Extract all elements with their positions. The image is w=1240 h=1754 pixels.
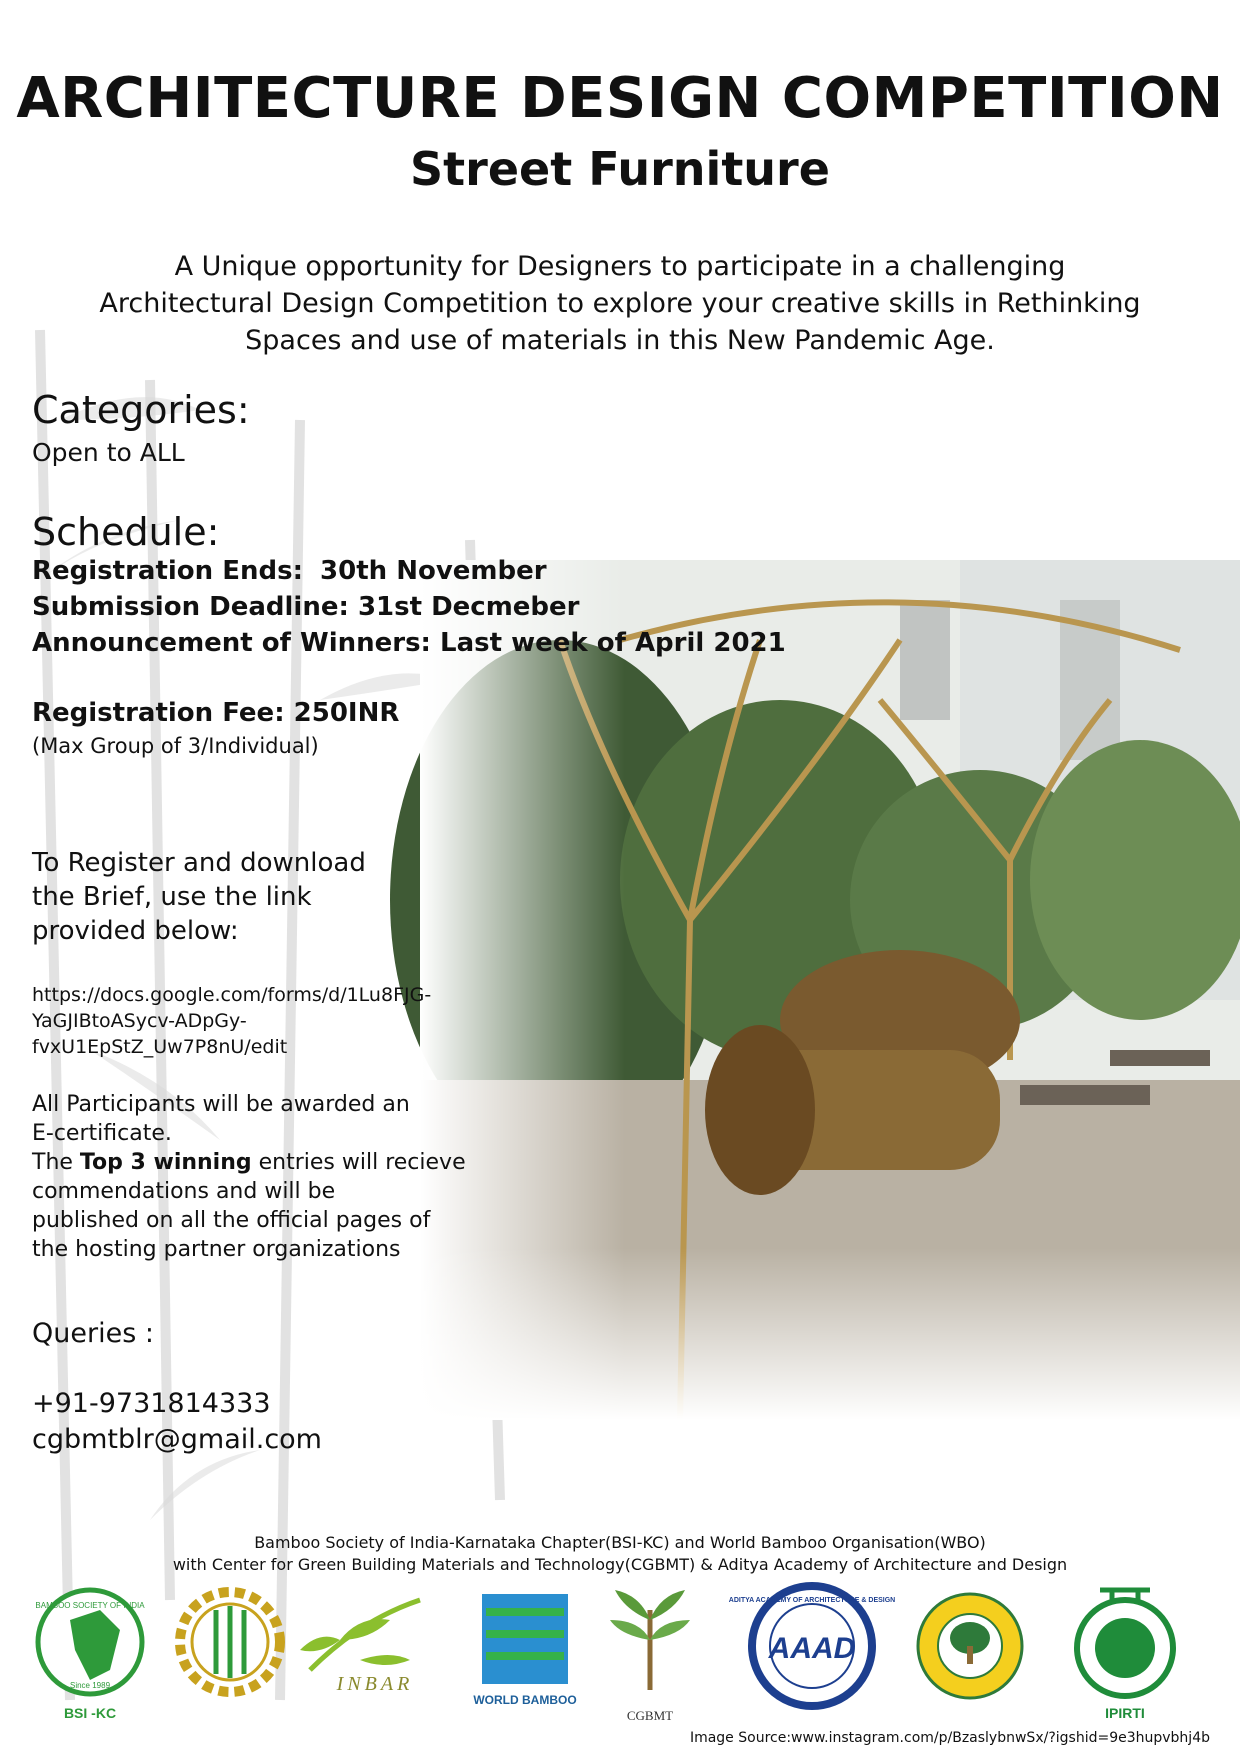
aaad-label: AAAD: [768, 1632, 856, 1665]
top-winning-highlight: Top 3 winning: [79, 1150, 252, 1175]
registration-link[interactable]: [32, 982, 431, 1060]
partner-logos: [0, 1580, 1240, 1730]
aaad-ring-text: ADITYA ACADEMY OF ARCHITECTURE & DESIGN: [728, 1597, 896, 1604]
forest-institute-seal: [918, 1594, 1022, 1698]
submission-deadline-value: 31st Decmeber: [357, 592, 580, 622]
registration-fee: Registration Fee: 250INR: [32, 698, 400, 728]
intro-line: Spaces and use of materials in this New Pandemic Age.: [245, 325, 995, 356]
intro-line: A Unique opportunity for Designers to participate in a challenging: [174, 251, 1066, 282]
bsi-ring-text: BAMBOO SOCIETY OF INDIA: [35, 1601, 145, 1610]
awards-text-pre: The: [32, 1150, 80, 1175]
awards-text-post: entries will recieve: [251, 1150, 466, 1175]
registration-ends-label: Registration Ends:: [32, 556, 303, 586]
queries-heading: Queries :: [32, 1318, 154, 1349]
world-bamboo-label: WORLD BAMBOO: [473, 1693, 577, 1707]
awards-line: the hosting partner organizations: [32, 1237, 401, 1262]
winners-announcement: [32, 628, 786, 658]
organizers-text: [0, 1532, 1240, 1576]
awards-line: published on all the official pages of: [32, 1208, 431, 1233]
register-line: To Register and download: [32, 848, 366, 878]
world-bamboo-logo: [473, 1594, 576, 1707]
registration-ends-value: 30th November: [320, 556, 547, 586]
schedule-heading: Schedule:: [32, 510, 220, 554]
categories-heading: Categories:: [32, 388, 250, 432]
register-line: provided below:: [32, 916, 239, 946]
bsi-label: BSI -KC: [63, 1705, 117, 1721]
intro-paragraph: [40, 248, 1200, 359]
categories-value: Open to ALL: [32, 438, 185, 467]
page-title: ARCHITECTURE DESIGN COMPETITION: [16, 66, 1224, 131]
bamboo-bench-photo: [390, 560, 1240, 1420]
image-source-credit: Image Source:www.instagram.com/p/BzaslybnwSx/?igshid=9e3hupvbhj4b: [689, 1730, 1210, 1746]
page-subtitle: Street Furniture: [410, 142, 830, 196]
registration-link-line[interactable]: YaGJIBtoASycv-ADpGy-: [32, 1010, 247, 1032]
register-line: the Brief, use the link: [32, 882, 312, 912]
cgbmt-label: CGBMT: [626, 1708, 674, 1723]
bsi-logo: [35, 1590, 145, 1721]
awards-line: [32, 1148, 466, 1177]
aaad-logo: [729, 1586, 895, 1706]
winners-announcement-label: Announcement of Winners:: [32, 628, 431, 658]
group-note: (Max Group of 3/Individual): [32, 734, 319, 758]
ipirti-logo: [1077, 1590, 1173, 1721]
inbar-label: INBAR: [336, 1673, 414, 1695]
bsi-since-text: Since 1989: [69, 1681, 111, 1690]
organizers-line: with Center for Green Building Materials and Technology(CGBMT) & Aditya Academy of Architecture and Design: [172, 1555, 1068, 1574]
registration-link-line[interactable]: fvxU1EpStZ_Uw7P8nU/edit: [32, 1036, 288, 1058]
cgbmt-logo: [610, 1590, 690, 1723]
awards-line: commendations and will be: [32, 1179, 336, 1204]
inbar-logo: [300, 1600, 420, 1695]
registration-ends: [32, 556, 547, 586]
awards-text: [32, 1090, 466, 1264]
organizers-line: Bamboo Society of India-Karnataka Chapter(BSI-KC) and World Bamboo Organisation(WBO): [254, 1533, 986, 1552]
registration-link-line[interactable]: https://docs.google.com/forms/d/1Lu8FJG-: [32, 984, 432, 1006]
winners-announcement-value: Last week of April 2021: [440, 628, 786, 658]
ipirti-label: IPIRTI: [1105, 1705, 1145, 1721]
intro-line: Architectural Design Competition to explore your creative skills in Rethinking: [99, 288, 1141, 319]
register-instructions: [32, 846, 366, 948]
awards-line: E-certificate.: [32, 1121, 172, 1146]
contact-email[interactable]: cgbmtblr@gmail.com: [32, 1424, 322, 1455]
gear-bamboo-logo: [180, 1592, 280, 1692]
submission-deadline: [32, 592, 580, 622]
awards-line: All Participants will be awarded an: [32, 1092, 410, 1117]
contact-phone[interactable]: +91-9731814333: [32, 1388, 271, 1419]
submission-deadline-label: Submission Deadline:: [32, 592, 349, 622]
